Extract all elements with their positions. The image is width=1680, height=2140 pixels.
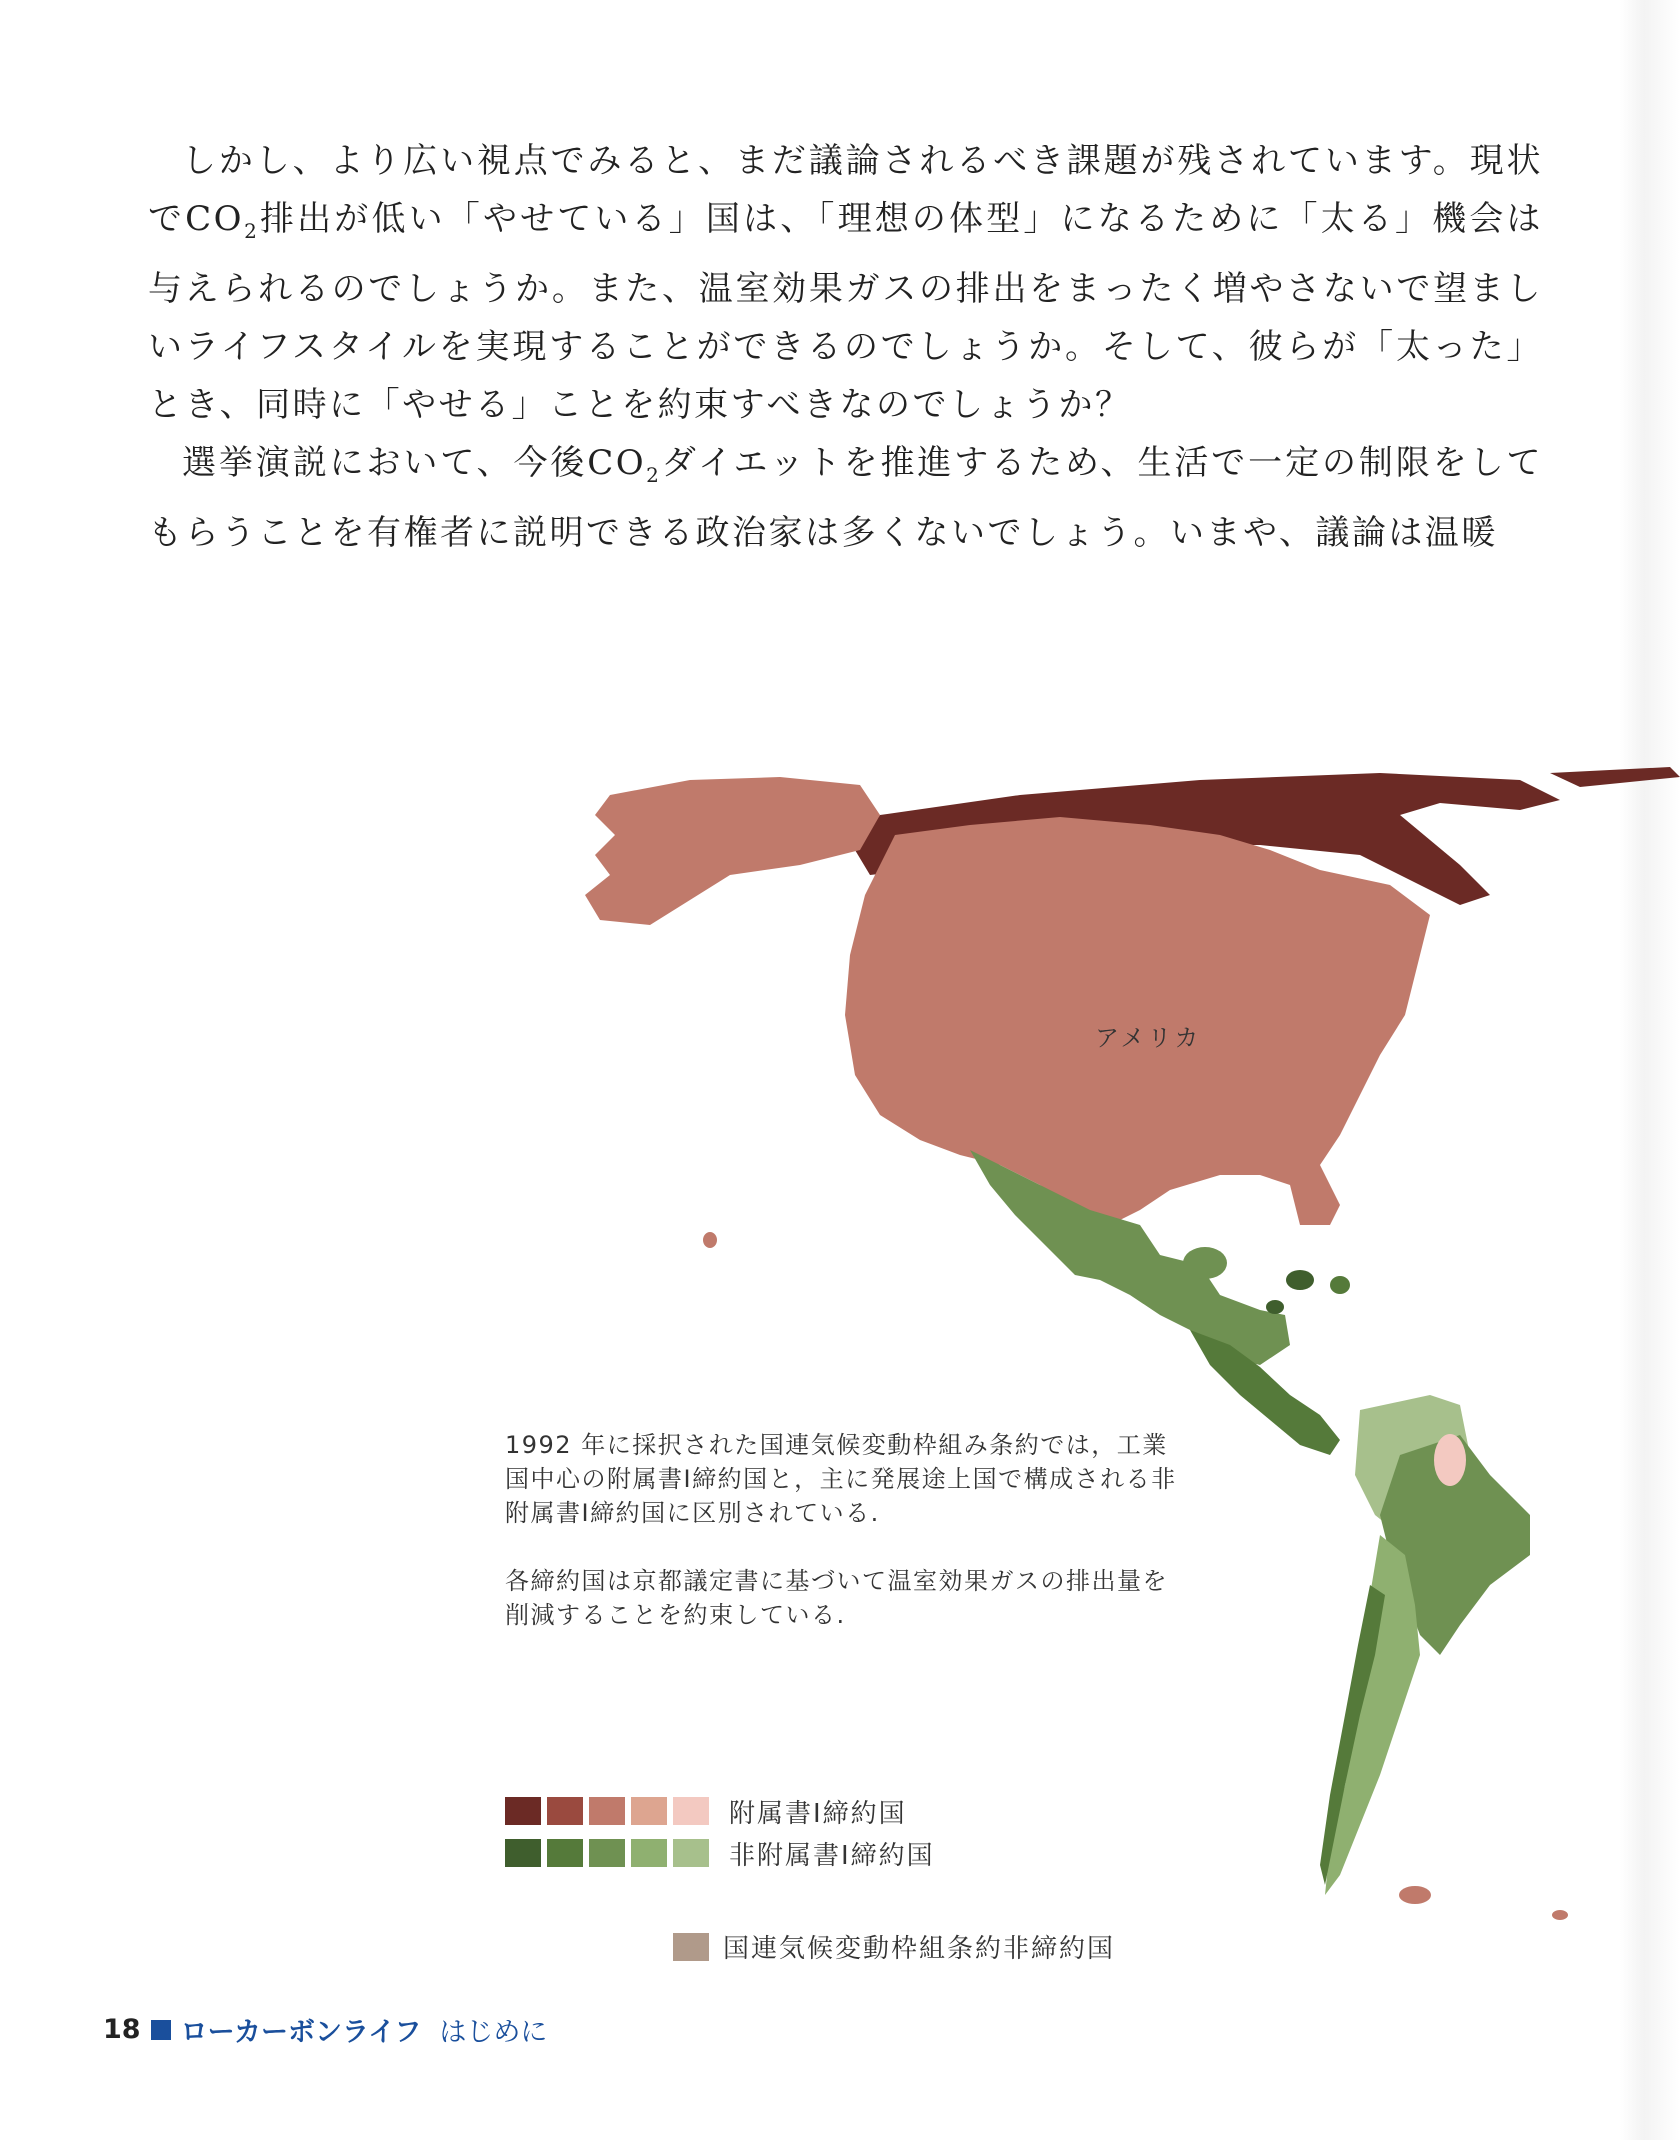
region-falklands: [1399, 1886, 1431, 1904]
region-south-georgia: [1552, 1910, 1568, 1920]
region-caribbean-3: [1330, 1276, 1350, 1294]
region-caribbean-1: [1183, 1247, 1227, 1279]
legend-swatch-non-party: [673, 1933, 709, 1961]
legend-swatch-annex1-3: [589, 1797, 625, 1825]
region-greenland: [1550, 767, 1680, 787]
legend-label-non-party: 国連気候変動枠組条約非締約国: [723, 1934, 1116, 1964]
section-title: はじめに: [439, 2017, 548, 2048]
legend-swatch-non-annex1-5: [673, 1839, 709, 1867]
country-label-usa: アメリカ: [1095, 1024, 1202, 1052]
book-title: ローカーボンライフ: [180, 2017, 422, 2048]
legend: [505, 1790, 935, 1874]
body-paragraph-1: しかし、より広い視点でみると、まだ議論されるべき課題が残されています。現状で$CO_2$排出が低い「やせている」国は、「理想の体型」になるために「太る」機会は与えられるのでしょうか。また、温室効果ガスの排出をまったく増やさないで望ましいライフスタイルを実現することができるのでしょうか。そして、彼らが「太った」とき、同時に「やせる」ことを約束すべきなのでしょうか？: [148, 141, 1544, 425]
legend-swatch-annex1-2: [547, 1797, 583, 1825]
caption-paragraph-2: 各締約国は京都議定書に基づいて温室効果ガスの排出量を削減することを約束している.: [505, 1567, 1168, 1629]
legend-swatch-non-annex1-3: [589, 1839, 625, 1867]
legend-swatch-non-annex1-2: [547, 1839, 583, 1867]
region-caribbean-2: [1286, 1270, 1314, 1290]
legend-row-non-annex1: [505, 1832, 935, 1874]
cartogram-map: [500, 755, 1680, 1955]
legend-swatch-non-annex1-1: [505, 1839, 541, 1867]
region-alaska: [585, 777, 880, 925]
legend-swatch-non-annex1-4: [631, 1839, 667, 1867]
caption-paragraph-1: 1992 年に採択された国連気候変動枠組み条約では，工業国中心の附属書Ⅰ締約国と，主に発展途上国で構成される非附属書Ⅰ締約国に区別されている.: [505, 1431, 1177, 1527]
legend-label-annex1: 附属書Ⅰ締約国: [729, 1798, 907, 1829]
map-caption: [505, 1428, 1185, 1666]
legend-swatch-annex1-1: [505, 1797, 541, 1825]
footer-square-icon: [151, 2020, 171, 2040]
legend-label-non-annex1: 非附属書Ⅰ締約国: [729, 1840, 935, 1871]
body-text: [148, 132, 1543, 562]
page-number: 18: [103, 2014, 141, 2045]
body-paragraph-2: 選挙演説において、今後$CO_2$ダイエットを推進するため、生活で一定の制限をしてもらうことを有権者に説明できる政治家は多くないでしょう。いまや、議論は温暖: [148, 442, 1543, 553]
region-caribbean-4: [1266, 1300, 1284, 1314]
page-footer: [103, 2010, 547, 2049]
legend-swatch-annex1-5: [673, 1797, 709, 1825]
legend-row-non-party: [673, 1928, 1115, 1965]
legend-swatch-annex1-4: [631, 1797, 667, 1825]
legend-row-annex1: [505, 1790, 935, 1832]
region-hawaii: [703, 1232, 717, 1248]
region-french-guiana: [1434, 1434, 1466, 1486]
